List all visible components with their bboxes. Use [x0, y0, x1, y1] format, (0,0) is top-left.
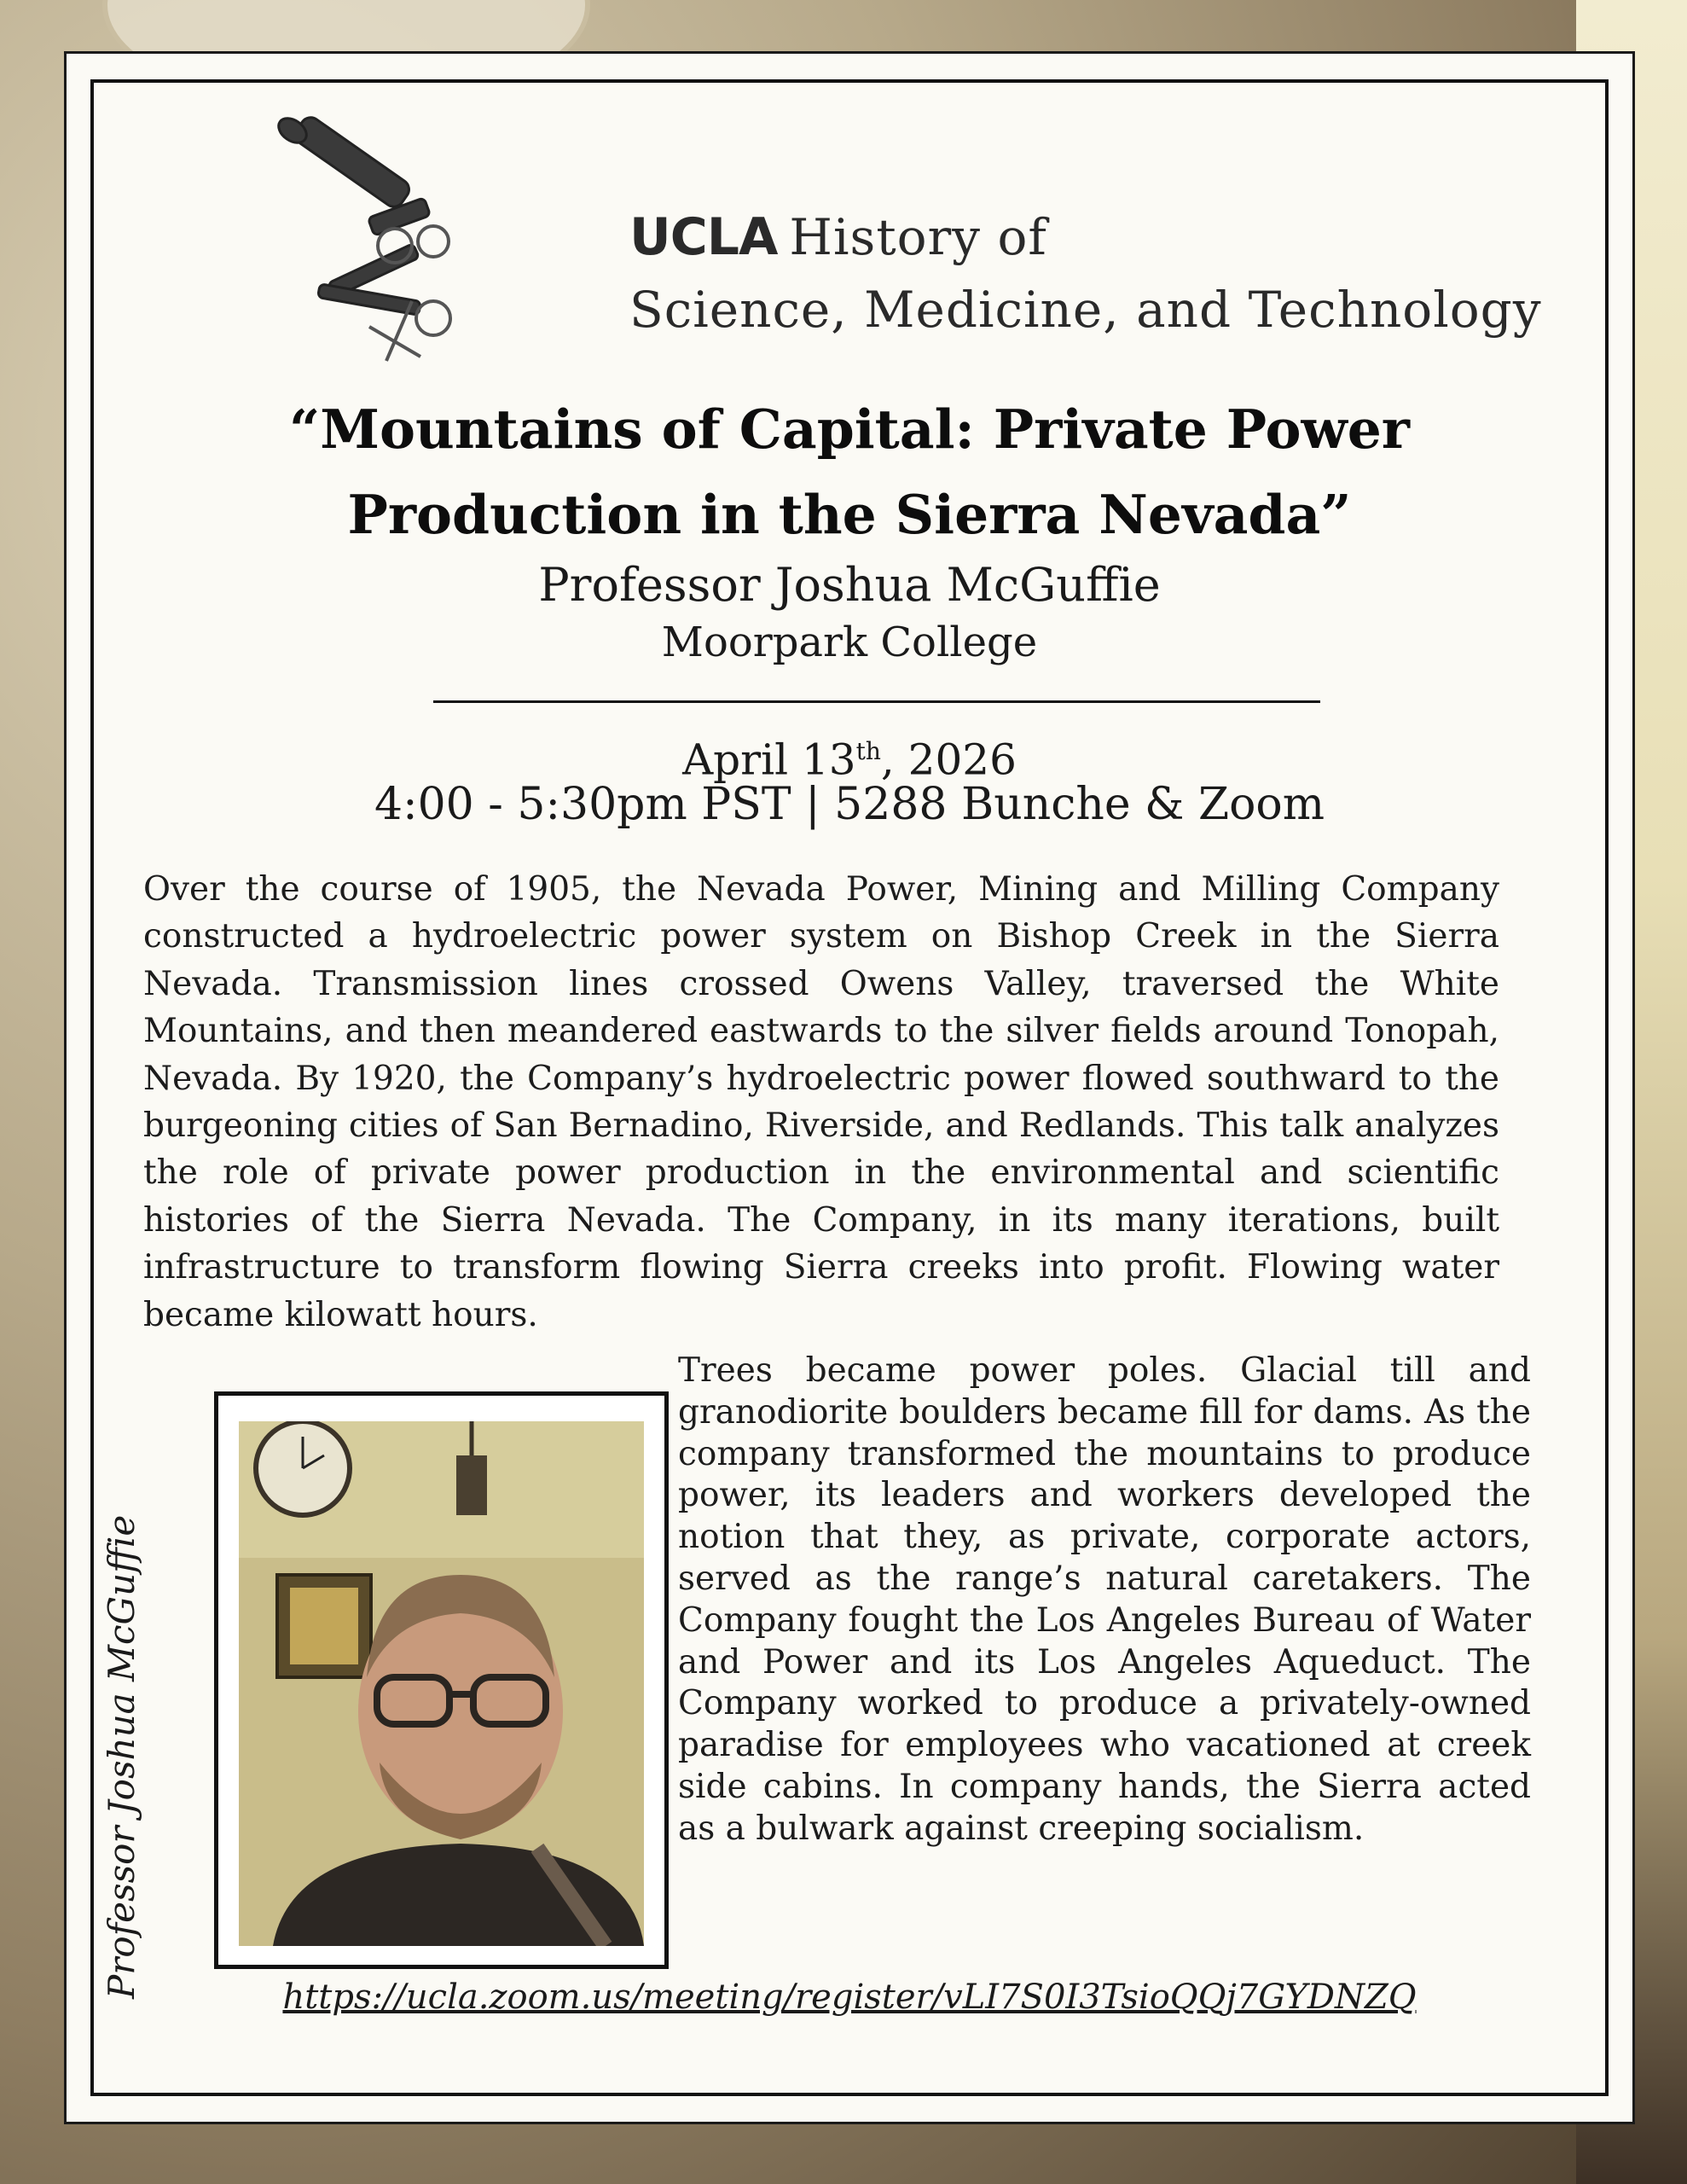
- speaker-portrait-illustration: [239, 1421, 644, 1946]
- date-main: April 13: [682, 735, 856, 785]
- speaker-photo: [239, 1421, 644, 1946]
- event-poster: [64, 51, 1635, 2124]
- divider: [433, 700, 1320, 703]
- zoom-registration-link[interactable]: https://ucla.zoom.us/meeting/register/vLI7S0I3TsioQQj7GYDNZQ: [282, 1978, 1417, 2017]
- date-year: , 2026: [880, 735, 1017, 785]
- logo-line-1-text: History of: [789, 208, 1047, 266]
- event-time-location: 4:00 - 5:30pm PST | 5288 Bunche & Zoom: [374, 779, 1325, 830]
- date-suffix: th: [855, 737, 881, 765]
- photo-caption: Professor Joshua McGuffie: [101, 1514, 142, 1999]
- logo-line-2: Science, Medicine, and Technology: [629, 281, 1542, 339]
- abstract-paragraph-1: Over the course of 1905, the Nevada Power, Mining and Milling Company constructed a hydroelectric power system on Bishop Creek in the Sierra Nevada. Transmission lines crossed Owens Valley, traversed the White Mountains, and then meandered eastwards to the silver fields around Tonopah, Nevada. By 1920, the Company’s hydroelectric power flowed southward to the burgeoning cities of San Bernadino, Riverside, and Redlands. This talk analyzes the role of private power production in the environmental and scientific histories of the Sierra Nevada. The Company, in its many iterations, built infrastructure to transform flowing Sierra creeks into profit. Flowing water became kilowatt hours.: [143, 870, 1499, 1334]
- logo-line-1: [629, 207, 1047, 267]
- abstract-paragraph-2: Trees became power poles. Glacial till and granodiorite boulders became fill for dams. As the company transformed the mountains to produce power, its leaders and workers developed the notion that they, as private, corporate actors, served as the range’s natural caretakers. The Company fought the Los Angeles Bureau of Water and Power and its Los Angeles Aqueduct. The Company worked to produce a privately-owned paradise for employees who vacationed at creek side cabins. In company hands, the Sierra acted as a bulwark against creeping socialism.: [678, 1351, 1531, 1848]
- speaker-photo-frame: [214, 1391, 669, 1969]
- speaker-affiliation: Moorpark College: [661, 619, 1038, 666]
- ucla-hsmt-logo: [267, 113, 1542, 369]
- speaker-name: Professor Joshua McGuffie: [538, 558, 1161, 612]
- logo-ucla: UCLA: [629, 207, 778, 267]
- microscope-icon: [267, 113, 489, 369]
- event-title: “Mountains of Capital: Private Power Production in the Sierra Nevada”: [289, 398, 1410, 546]
